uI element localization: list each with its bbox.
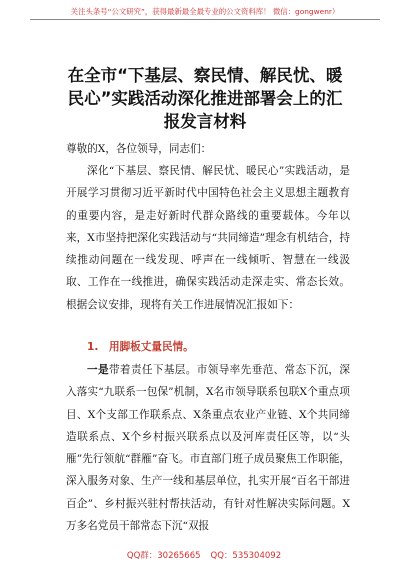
footer-contact [0, 549, 408, 561]
header-banner: 关注头条号“公文研究”，获得最新最全最专业的公文资料库！ 微信：gongwenr） [70, 7, 340, 16]
paragraph-intro: 深化“下基层、察民情、解民忧、暖民心”实践活动，是开展学习贯彻习近平新时代中国特色社会主义思想主题教育的重要内容，是走好新时代群众路线的重要载体。今年以来，X市坚持把深化实践活动与“共同缔造”理念有机结合，持续推动问题在一线发现、呼声在一线倾听、智慧在一线汲取、工作在一线推进，确保实践活动走深走实、常态长效。根据会议安排，现将有关工作进展情况汇报如下： [66, 165, 350, 311]
footer-qq: QQ：535304092 [210, 551, 282, 561]
salutation: 尊敬的X，各位领导，同志们： [66, 143, 212, 155]
document-title: 在全市“下基层、察民情、解民忧、暖民心”实践活动深化推进部署会上的汇报发言材料 [67, 66, 343, 131]
paragraph-section-1 [66, 359, 350, 537]
section-number: 1. [87, 341, 99, 353]
paragraph-lead: 一是 [87, 364, 109, 376]
footer-qq-group: QQ群：30265665 [126, 551, 201, 561]
section-heading [87, 336, 194, 358]
header-divider [30, 19, 380, 20]
section-heading-text: 用脚板丈量民情。 [109, 341, 194, 353]
paragraph-body: 带着责任下基层。市领导率先垂范、常态下沉，深入落实“九联系一包保”机制，X名市领导联系包联X个重点项目、X个支部工作联系点、X条重点农业产业链、X个共同缔造联系点、X个乡村振兴联系点以及河库责任区等，以“头雁”先行领航“群雁”奋飞。市直部门班子成员聚焦工作职能，深入服务对象、生产一线和基层单位，扎实开展“百名干部进百企”、乡村振兴驻村帮扶活动，有针对性解决实际问题。X万多名党员干部常态下沉“双报 [66, 364, 351, 533]
